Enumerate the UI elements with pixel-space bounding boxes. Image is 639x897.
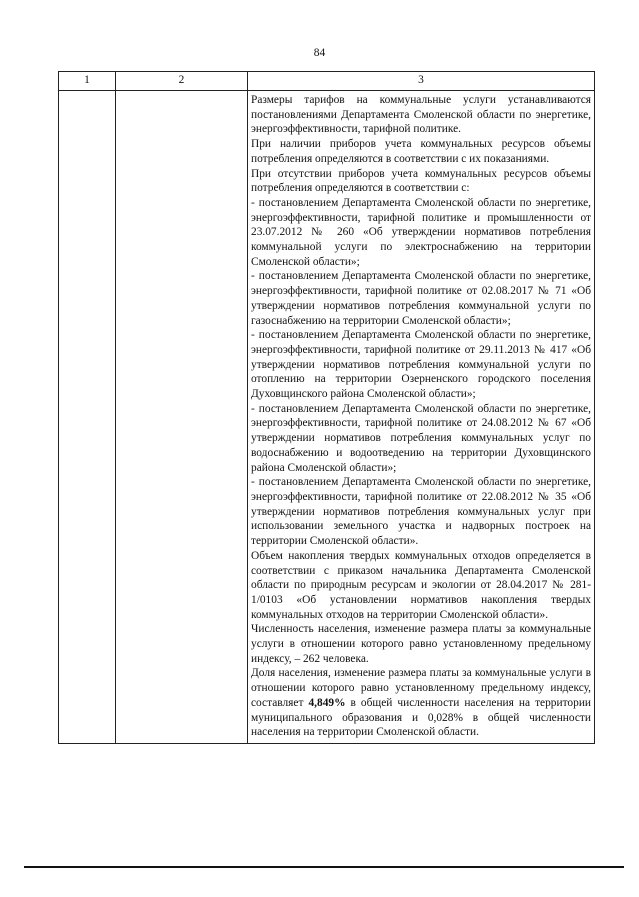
paragraph-population-count: Численность населения, изменение размера платы за коммунальные услуги в отношении которого равно установленному предельному индексу, – 262 человека. <box>251 623 591 665</box>
column-header-1: 1 <box>59 72 116 91</box>
list-item-electricity: - постановлением Департамента Смоленской области по энергетике, энергоэффективности, тарифной политике и промышленности от 23.07.2012 № 260 «Об утверждении нормативов потребления коммунальной услуги по электроснабжению на территории Смоленской области»; <box>251 196 591 268</box>
table-row <box>59 91 595 744</box>
cell-col3 <box>248 91 595 744</box>
list-item-land-plot: - постановлением Департамента Смоленской области по энергетике, энергоэффективности, тарифной политике от 22.08.2012 № 35 «Об утверждении нормативов потребления коммунальных услуг при использовании земельного участка и надворных построек на территории Смоленской области». <box>251 476 591 548</box>
share-text-after: в общей численности населения на территории муниципального образования и 0,028% в общей численности населения на территории Смоленской области. <box>251 696 592 739</box>
bottom-divider <box>24 866 624 868</box>
document-table <box>58 71 595 744</box>
list-item-gas: - постановлением Департамента Смоленской области по энергетике, энергоэффективности, тарифной политике от 02.08.2017 № 71 «Об утверждении нормативов потребления коммунальной услуги по газоснабжению на территории Смоленской области»; <box>251 270 591 327</box>
share-percent-bold: 4,849% <box>308 696 346 709</box>
page-number: 84 <box>313 47 326 59</box>
list-item-heating: - постановлением Департамента Смоленской области по энергетике, энергоэффективности, тарифной политике от 29.11.2013 № 417 «Об утверждении нормативов потребления коммунальной услуги по отоплению на территории Озерненского городского поселения Духовщинского района Смоленской области»; <box>251 329 591 401</box>
paragraph-meters-absent: При отсутствии приборов учета коммунальных ресурсов объемы потребления определяются в соответствии с: <box>251 167 591 195</box>
table-header-row <box>59 72 595 91</box>
paragraph-solid-waste: Объем накопления твердых коммунальных отходов определяется в соответствии с приказом начальника Департамента Смоленской области по природным ресурсам и экологии от 28.04.2017 № 281-1/0103 «Об установлении нормативов накопления твердых коммунальных отходов на территории Смоленской области». <box>251 549 591 621</box>
paragraph-population-share <box>251 666 591 740</box>
paragraph-tariffs: Размеры тарифов на коммунальные услуги устанавливаются постановлениями Департамента Смоленской области по энергетике, энергоэффективности, тарифной политике. <box>251 94 591 136</box>
column-header-2: 2 <box>116 72 248 91</box>
cell-col2 <box>116 91 248 744</box>
paragraph-meters-present: При наличии приборов учета коммунальных ресурсов объемы потребления определяются в соответствии с их показаниями. <box>251 138 591 165</box>
column-header-3: 3 <box>248 72 595 91</box>
cell-col1 <box>59 91 116 744</box>
share-text-before: Доля населения, изменение размера платы за коммунальные услуги в отношении которого равно установленному предельному индексу, составляет <box>251 667 591 709</box>
list-item-water: - постановлением Департамента Смоленской области по энергетике, энергоэффективности, тарифной политике от 24.08.2012 № 67 «Об утверждении нормативов потребления коммунальных услуг по водоснабжению и водоотведению на территории Духовщинского района Смоленской области»; <box>251 402 591 474</box>
